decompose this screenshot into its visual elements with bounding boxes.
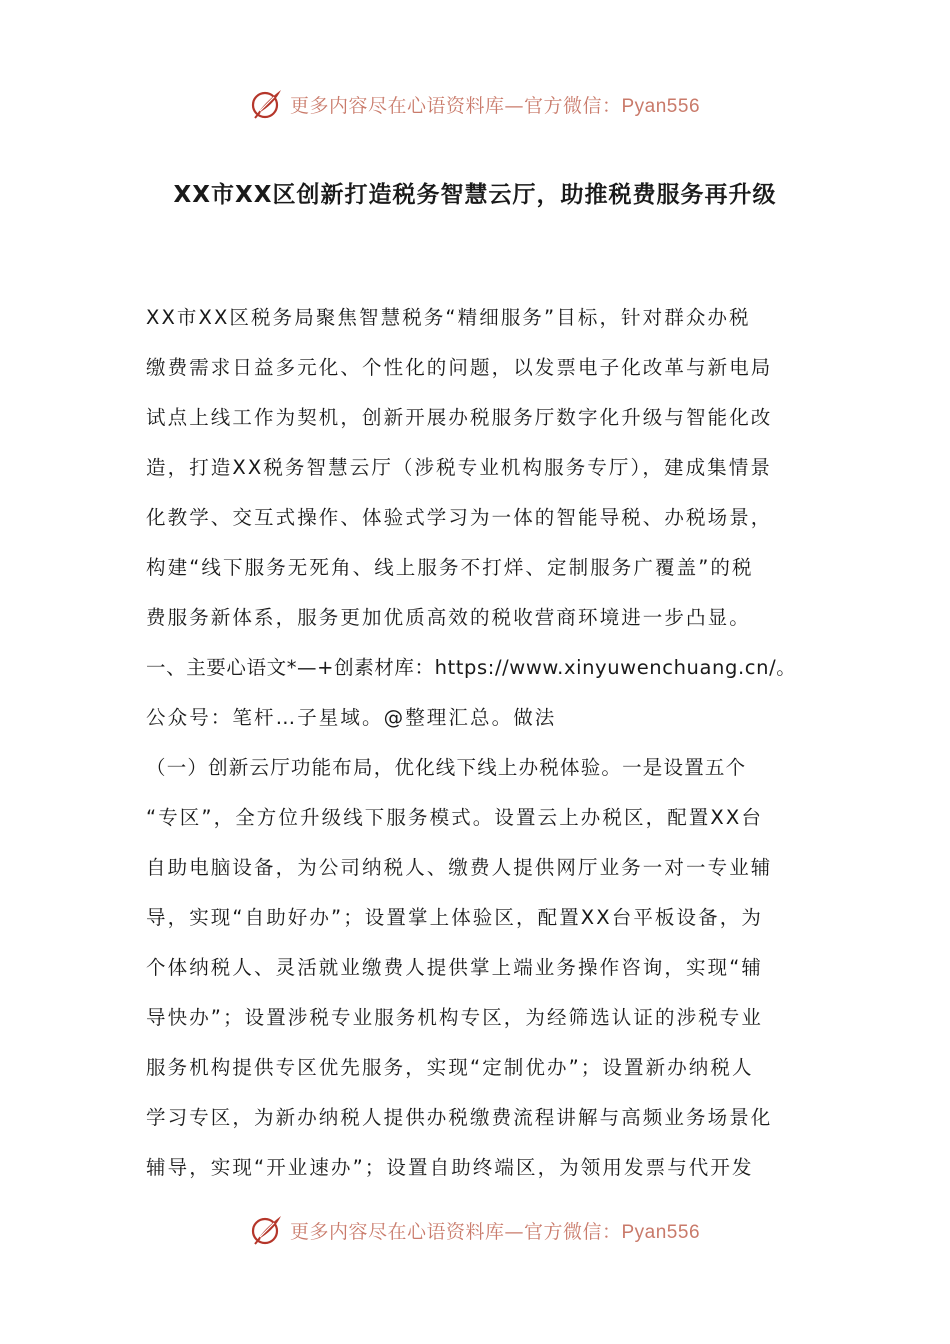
body-line: 一、主要心语文*—+创素材库：https://www.xinyuwenchuang.cn/。 — [146, 656, 797, 679]
body-line: 服务机构提供专区优先服务，实现“定制优办”；设置新办纳税人 — [146, 1056, 754, 1079]
footer-banner — [0, 1210, 950, 1250]
banner-text — [290, 1217, 700, 1244]
banner-wechat-id: Pyan556 — [621, 1221, 701, 1243]
body-line: 化教学、交互式操作、体验式学习为一体的智能导税、办税场景， — [146, 506, 773, 529]
body-line: 费服务新体系，服务更加优质高效的税收营商环境进一步凸显。 — [146, 606, 751, 629]
body-line: 公众号：笔杆…子星域。@整理汇总。做法 — [146, 706, 557, 729]
banner-slogan: 更多内容尽在心语资料库—官方微信： — [289, 1220, 622, 1243]
body-line: 自助电脑设备，为公司纳税人、缴费人提供网厅业务一对一专业辅 — [146, 856, 773, 879]
body-line: 导，实现“自助好办”；设置掌上体验区，配置XX台平板设备，为 — [146, 906, 763, 929]
body-line: 构建“线下服务无死角、线上服务不打烊、定制服务广覆盖”的税 — [146, 556, 754, 579]
quill-logo-icon — [250, 87, 284, 121]
banner-slogan: 更多内容尽在心语资料库—官方微信： — [289, 94, 622, 117]
banner-wechat-id: Pyan556 — [621, 95, 701, 117]
banner-text — [290, 91, 700, 118]
quill-logo-icon — [250, 1213, 284, 1247]
document-title: XX市XX区创新打造税务智慧云厅，助推税费服务再升级 — [173, 182, 777, 208]
header-banner — [0, 84, 950, 124]
body-line: 导快办”；设置涉税专业服务机构专区，为经筛选认证的涉税专业 — [146, 1006, 764, 1029]
body-line: XX市XX区税务局聚焦智慧税务“精细服务”目标，针对群众办税 — [146, 306, 751, 329]
body-line: “专区”，全方位升级线下服务模式。设置云上办税区，配置XX台 — [146, 806, 763, 829]
body-line: 试点上线工作为契机，创新开展办税服务厅数字化升级与智能化改 — [146, 406, 773, 429]
body-line: 个体纳税人、灵活就业缴费人提供掌上端业务操作咨询，实现“辅 — [146, 956, 764, 979]
body-line: 辅导，实现“开业速办”；设置自助终端区，为领用发票与代开发 — [146, 1156, 754, 1179]
body-line: 缴费需求日益多元化、个性化的问题，以发票电子化改革与新电局 — [146, 356, 773, 379]
body-line: （一）创新云厅功能布局，优化线下线上办税体验。一是设置五个 — [146, 756, 747, 779]
body-line: 造，打造XX税务智慧云厅（涉税专业机构服务专厅），建成集情景 — [146, 456, 772, 479]
body-line: 学习专区，为新办纳税人提供办税缴费流程讲解与高频业务场景化 — [146, 1106, 773, 1129]
document-body — [146, 293, 811, 1193]
